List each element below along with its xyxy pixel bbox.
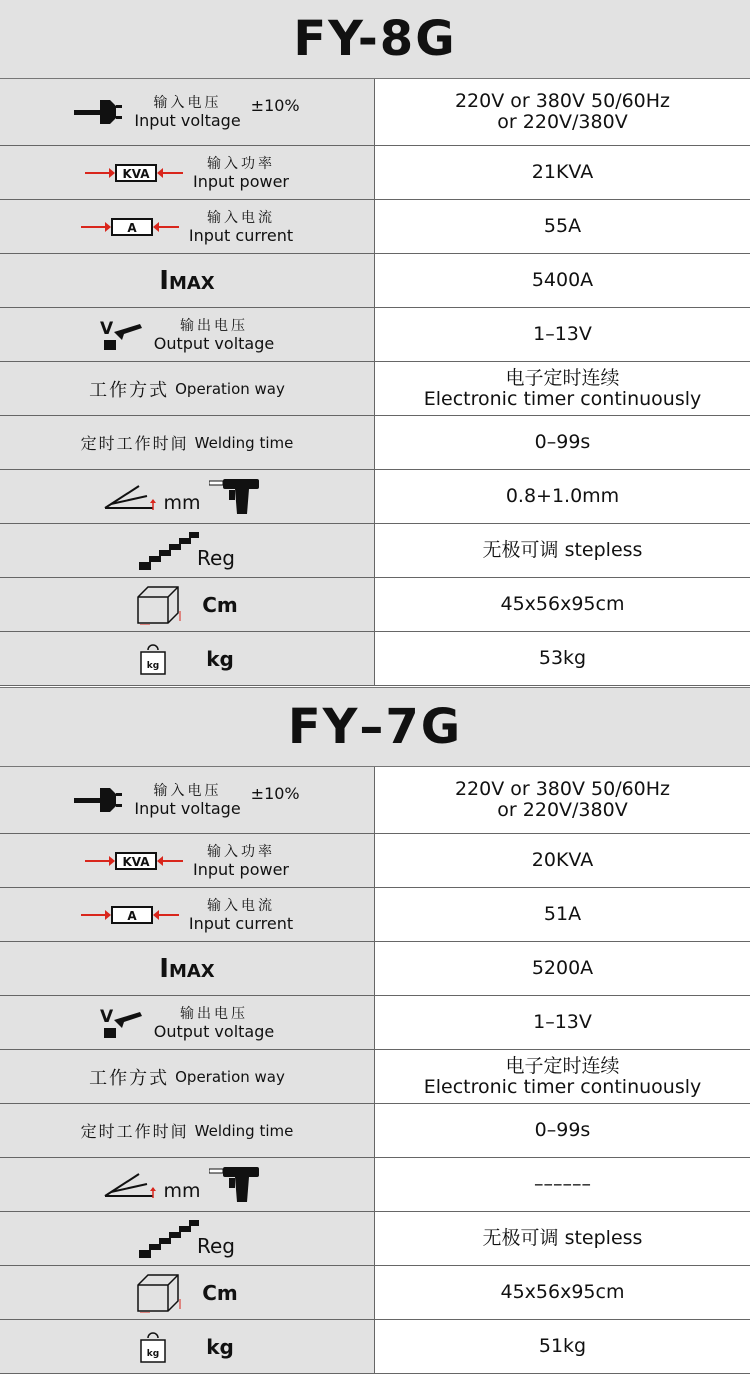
model-title-bar xyxy=(0,0,750,79)
welding-gun-voltage-icon xyxy=(100,1006,144,1040)
input-power-cn: 输入功率 xyxy=(207,843,275,860)
row-welding-time xyxy=(0,416,750,470)
model-title: FY-8G xyxy=(293,11,457,67)
imax-value: 5200A xyxy=(375,942,750,996)
input-voltage-value-line2: or 220V/380V xyxy=(497,799,628,821)
row-input-current xyxy=(0,888,750,942)
kva-arrows-icon xyxy=(85,163,183,183)
input-voltage-value-line1: 220V or 380V 50/60Hz xyxy=(454,778,671,800)
operation-way-cn: 工作方式 xyxy=(89,379,170,401)
svg-text:V: V xyxy=(99,318,113,339)
spec-table xyxy=(0,767,750,1374)
regulation-label: Reg xyxy=(197,1233,235,1258)
row-thickness xyxy=(0,1158,750,1212)
kva-badge: KVA xyxy=(122,854,150,869)
sheet-thickness-icon xyxy=(103,1170,159,1200)
input-power-cn: 输入功率 xyxy=(207,155,275,172)
input-power-en: Input power xyxy=(193,859,289,879)
svg-text:kg: kg xyxy=(146,1348,160,1359)
row-input-power xyxy=(0,834,750,888)
welding-time-cn: 定时工作时间 xyxy=(80,1122,189,1141)
output-voltage-value: 1–13V xyxy=(375,996,750,1050)
operation-way-value-en: Electronic timer continuously xyxy=(423,387,702,410)
imax-value: 5400A xyxy=(375,254,750,308)
thickness-value: –––––– xyxy=(375,1158,750,1212)
a-badge: A xyxy=(127,908,137,923)
weight-icon xyxy=(140,1330,166,1364)
welding-gun-icon xyxy=(209,1166,261,1204)
kva-badge: KVA xyxy=(122,166,150,181)
operation-way-en: Operation way xyxy=(175,1067,285,1086)
welding-time-en: Welding time xyxy=(194,433,294,452)
operation-way-cn: 工作方式 xyxy=(89,1067,170,1089)
input-voltage-cn: 输入电压 xyxy=(153,783,222,799)
thickness-value: 0.8+1.0mm xyxy=(375,470,750,524)
dimension-unit: Cm xyxy=(202,592,238,617)
input-power-en: Input power xyxy=(193,171,289,191)
spec-block-fy8g xyxy=(0,0,750,686)
row-input-power xyxy=(0,146,750,200)
plug-icon xyxy=(74,97,124,127)
thickness-unit: mm xyxy=(163,491,201,514)
regulation-value: 无极可调 stepless xyxy=(375,1212,750,1266)
operation-way-value-cn: 电子定时连续 xyxy=(505,366,620,389)
current-arrows-icon xyxy=(81,905,179,925)
stairs-regulation-icon xyxy=(139,1220,199,1258)
operation-way-value-en: Electronic timer continuously xyxy=(423,1075,702,1098)
input-power-value: 21KVA xyxy=(375,146,750,200)
welding-gun-voltage-icon xyxy=(100,318,144,352)
row-operation-way xyxy=(0,1050,750,1104)
svg-text:V: V xyxy=(99,1006,113,1027)
input-current-value: 55A xyxy=(375,200,750,254)
row-output-voltage xyxy=(0,996,750,1050)
model-title-bar xyxy=(0,687,750,767)
welding-time-value: 0–99s xyxy=(375,416,750,470)
row-input-voltage xyxy=(0,79,750,146)
spec-block-fy7g xyxy=(0,687,750,1374)
weight-icon xyxy=(140,642,166,676)
dimension-unit: Cm xyxy=(202,1280,238,1305)
output-voltage-en: Output voltage xyxy=(153,333,275,353)
row-weight xyxy=(0,1320,750,1374)
weight-unit: kg xyxy=(206,1334,234,1359)
output-voltage-cn: 输出电压 xyxy=(179,317,248,334)
output-voltage-value: 1–13V xyxy=(375,308,750,362)
weight-value: 53kg xyxy=(375,632,750,686)
row-input-current xyxy=(0,200,750,254)
stairs-regulation-icon xyxy=(139,532,199,570)
kva-arrows-icon xyxy=(85,851,183,871)
row-regulation xyxy=(0,524,750,578)
operation-way-value-cn: 电子定时连续 xyxy=(505,1054,620,1077)
weight-unit: kg xyxy=(206,646,234,671)
row-imax xyxy=(0,254,750,308)
input-voltage-value-line1: 220V or 380V 50/60Hz xyxy=(454,90,671,112)
input-voltage-en: Input voltage xyxy=(134,799,241,818)
row-dimensions xyxy=(0,578,750,632)
row-dimensions xyxy=(0,1266,750,1320)
imax-label: IMAX xyxy=(159,953,215,984)
welding-time-value: 0–99s xyxy=(375,1104,750,1158)
row-weight xyxy=(0,632,750,686)
box-dimensions-icon xyxy=(136,585,184,625)
row-thickness xyxy=(0,470,750,524)
dimensions-value: 45x56x95cm xyxy=(375,578,750,632)
model-title: FY–7G xyxy=(287,699,463,755)
input-voltage-en: Input voltage xyxy=(134,111,241,130)
welding-time-cn: 定时工作时间 xyxy=(80,434,189,453)
row-input-voltage xyxy=(0,767,750,834)
input-current-cn: 输入电流 xyxy=(206,209,275,226)
a-badge: A xyxy=(127,220,137,235)
thickness-unit: mm xyxy=(163,1179,201,1202)
regulation-label: Reg xyxy=(197,545,235,570)
welding-time-en: Welding time xyxy=(194,1121,294,1140)
input-current-cn: 输入电流 xyxy=(206,897,275,914)
regulation-value: 无极可调 stepless xyxy=(375,524,750,578)
svg-text:kg: kg xyxy=(146,660,160,671)
weight-value: 51kg xyxy=(375,1320,750,1374)
input-voltage-value-line2: or 220V/380V xyxy=(497,111,628,133)
plug-icon xyxy=(74,785,124,815)
spec-table xyxy=(0,79,750,686)
row-operation-way xyxy=(0,362,750,416)
row-welding-time xyxy=(0,1104,750,1158)
voltage-tolerance: ±10% xyxy=(250,783,300,803)
voltage-tolerance: ±10% xyxy=(250,95,300,115)
current-arrows-icon xyxy=(81,217,179,237)
imax-label: IMAX xyxy=(159,265,215,296)
box-dimensions-icon xyxy=(136,1273,184,1313)
row-imax xyxy=(0,942,750,996)
input-current-en: Input current xyxy=(188,225,294,245)
input-current-en: Input current xyxy=(188,913,294,933)
input-current-value: 51A xyxy=(375,888,750,942)
output-voltage-en: Output voltage xyxy=(153,1021,275,1041)
dimensions-value: 45x56x95cm xyxy=(375,1266,750,1320)
sheet-thickness-icon xyxy=(103,482,159,512)
input-voltage-cn: 输入电压 xyxy=(153,95,222,111)
output-voltage-cn: 输出电压 xyxy=(179,1005,248,1022)
welding-gun-icon xyxy=(209,478,261,516)
row-output-voltage xyxy=(0,308,750,362)
operation-way-en: Operation way xyxy=(175,379,285,398)
row-regulation xyxy=(0,1212,750,1266)
input-power-value: 20KVA xyxy=(375,834,750,888)
